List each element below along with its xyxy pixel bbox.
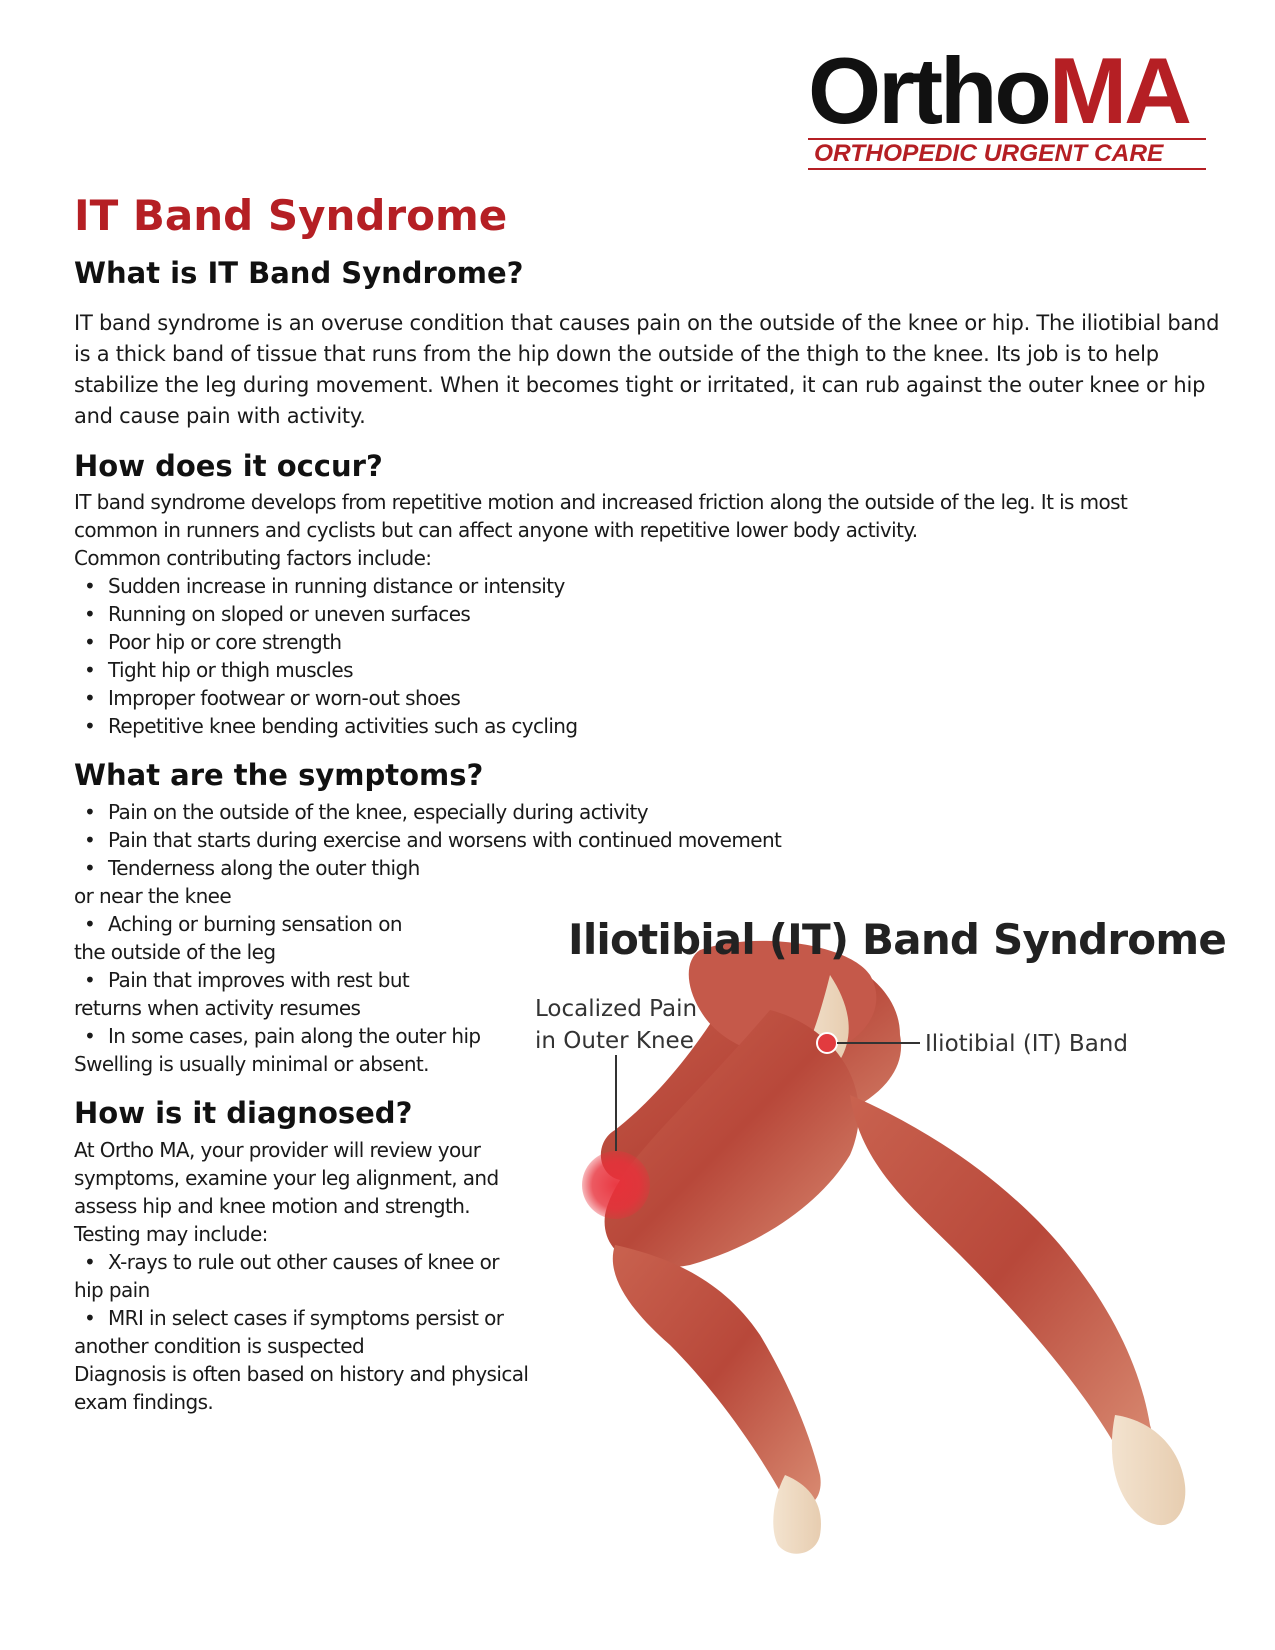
text-line: IT band syndrome develops from repetitive motion and increased friction along the outside of the leg. It is most (74, 490, 1128, 514)
text-line: Common contributing factors include: (74, 546, 432, 570)
text-line: the outside of the leg (74, 940, 276, 964)
rear-foot (1112, 1415, 1185, 1525)
section-heading-diagnosis: How is it diagnosed? (74, 1096, 413, 1130)
list-item: • Running on sloped or uneven surfaces (74, 600, 1127, 628)
label-line: in Outer Knee (535, 1028, 694, 1054)
text-line: common in runners and cyclists but can affect anyone with repetitive lower body activity. (74, 518, 918, 542)
list-item: • Poor hip or core strength (74, 628, 1127, 656)
section-heading-how: How does it occur? (74, 449, 383, 483)
logo-wordmark (808, 38, 1208, 143)
text-line: Diagnosis is often based on history and physical (74, 1362, 529, 1386)
section-body-diagnosis (74, 1136, 528, 1416)
list-item: • Tenderness along the outer thigh (74, 854, 781, 882)
list-item: • Tight hip or thigh muscles (74, 656, 1127, 684)
list-item: • Sudden increase in running distance or intensity (74, 572, 1127, 600)
section-text-what: IT band syndrome is an overuse condition that causes pain on the outside of the knee or hip. The iliotibial band is a thick band of tissue that runs from the hip down the outside of the thigh to the knee. Its job is to help stabilize the leg during movement. When it becomes tight or irritated, it can rub against the outer knee or hip and cause pain with activity. (74, 311, 1220, 428)
section-heading-symptoms: What are the symptoms? (74, 758, 484, 792)
list-item: • Pain that starts during exercise and worsens with continued movement (74, 826, 781, 854)
list-item: • X-rays to rule out other causes of knee or (74, 1248, 528, 1276)
text-line: Swelling is usually minimal or absent. (74, 1052, 429, 1076)
text-line: Testing may include: (74, 1222, 268, 1246)
label-line: Localized Pain (535, 996, 698, 1022)
logo-ortho-text: Ortho (808, 38, 1049, 143)
text-line: hip pain (74, 1278, 150, 1302)
front-shin (613, 1245, 821, 1507)
text-line: At Ortho MA, your provider will review your (74, 1138, 481, 1162)
it-band-anatomy-figure (520, 915, 1260, 1595)
text-line: assess hip and knee motion and strength. (74, 1194, 471, 1218)
list-item: • Pain on the outside of the knee, especially during activity (74, 798, 781, 826)
section-heading-what: What is IT Band Syndrome? (74, 256, 524, 290)
section-body-how (74, 488, 1127, 740)
logo-divider-bottom (808, 168, 1206, 170)
page-title: IT Band Syndrome (74, 191, 508, 240)
logo-ma-text: MA (1048, 38, 1190, 143)
text-line: returns when activity resumes (74, 996, 361, 1020)
list-item: • Repetitive knee bending activities such as cycling (74, 712, 1127, 740)
orthoma-logo (808, 38, 1208, 170)
knee-pain-marker (582, 1151, 650, 1219)
rear-calf (850, 1095, 1152, 1458)
text-line: symptoms, examine your leg alignment, and (74, 1166, 499, 1190)
list-item: • Pain that improves with rest but (74, 966, 781, 994)
label-it-band: Iliotibial (IT) Band (925, 1031, 1128, 1057)
list-item: • Aching or burning sensation on (74, 910, 781, 938)
list-item: • In some cases, pain along the outer hip (74, 1022, 781, 1050)
logo-subtitle: ORTHOPEDIC URGENT CARE (814, 140, 1164, 167)
text-line: another condition is suspected (74, 1334, 365, 1358)
label-localized-pain (535, 993, 697, 1057)
figure-title: Iliotibial (IT) Band Syndrome (568, 915, 1227, 964)
list-item: • Improper footwear or worn-out shoes (74, 684, 1127, 712)
text-line: or near the knee (74, 884, 232, 908)
it-band-marker (817, 1033, 837, 1053)
list-item: • MRI in select cases if symptoms persist or (74, 1304, 528, 1332)
text-line: exam findings. (74, 1390, 214, 1414)
